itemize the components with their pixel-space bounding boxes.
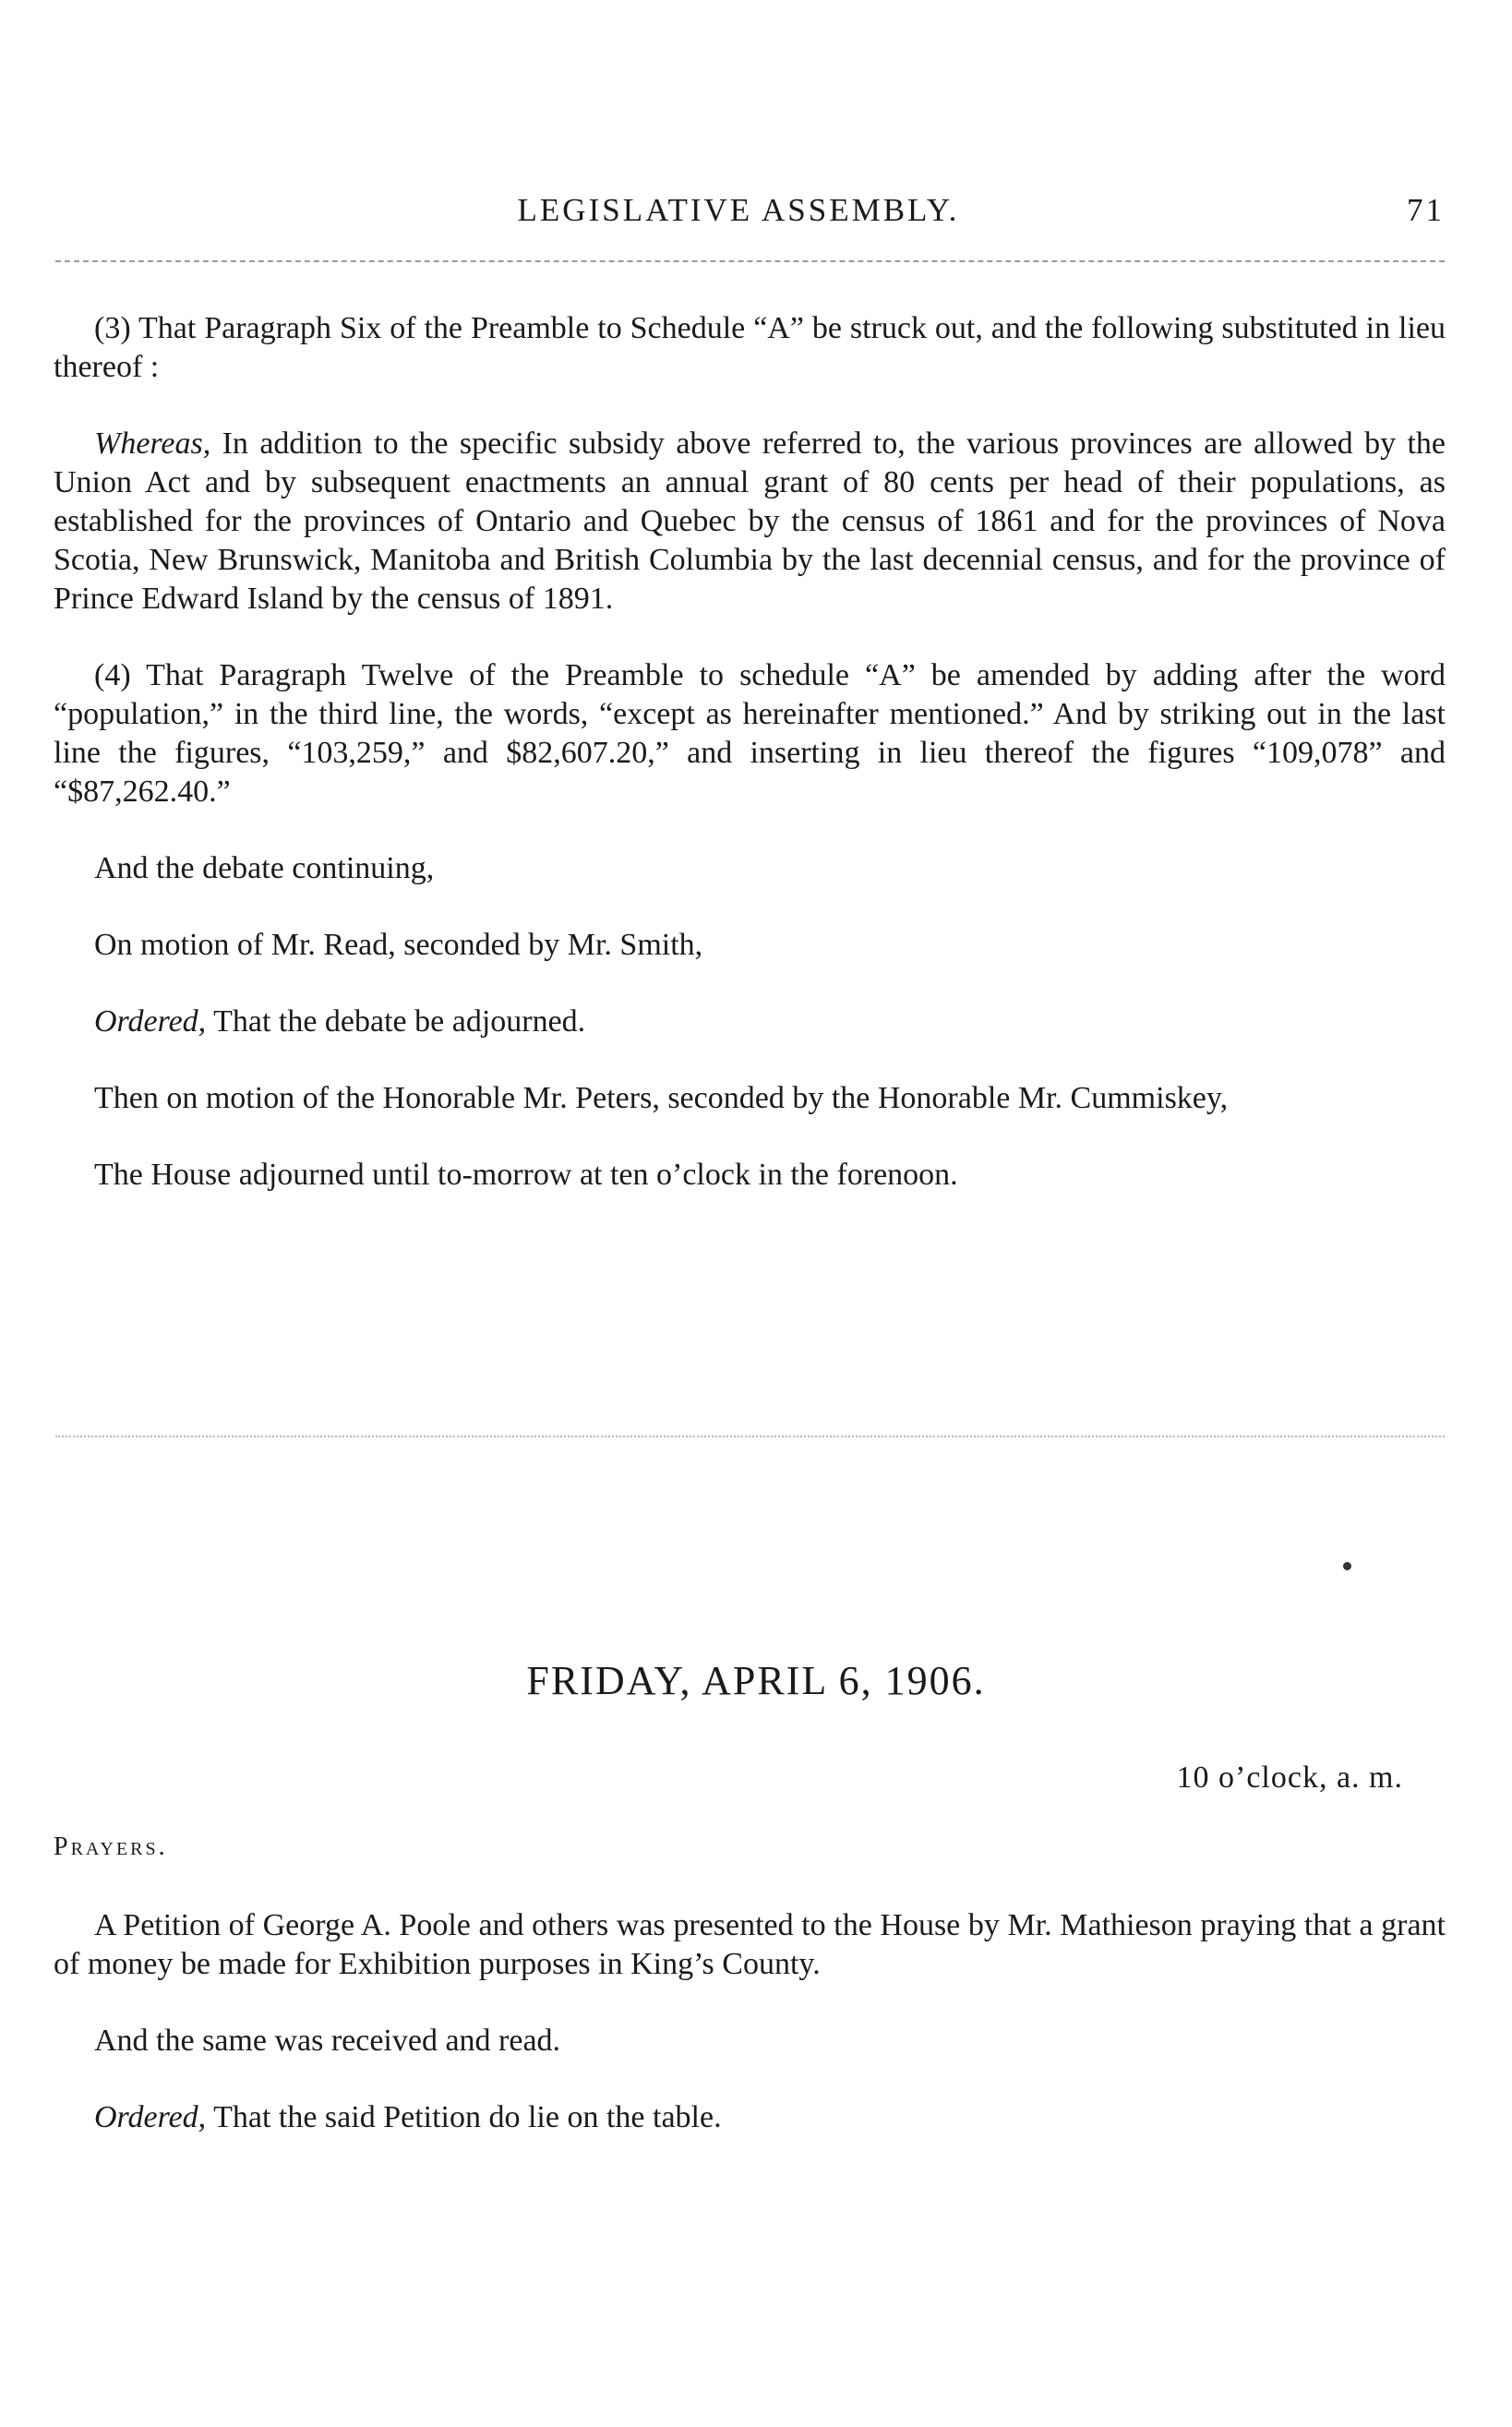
paragraph-4: [54, 656, 1446, 811]
paragraph-number: (3): [94, 311, 131, 345]
paragraph-number: (4): [94, 658, 131, 692]
ordered-adjourn-debate: [54, 1003, 1446, 1041]
ordered-text: That the said Petition do lie on the table.: [213, 2100, 722, 2134]
house-adjourned: The House adjourned until to-morrow at ten o’clock in the forenoon.: [94, 1158, 958, 1192]
paragraph-3: [54, 309, 1446, 387]
whereas-paragraph: [54, 425, 1446, 619]
sitting-time: 10 o’clock, a. m.: [1176, 1760, 1403, 1795]
ordered-label: Ordered,: [94, 1004, 207, 1039]
paragraph-text: That Paragraph Twelve of the Preamble to schedule “A” be amended by adding after the word “population,” in the third line, the words, “except as hereinafter mentioned.” And by striking out in the last line the figures, “103,259,” and $82,607.20,” and inserting in lieu thereof the figures “109,078” and “$87,262.40.”: [54, 658, 1446, 809]
debate-continuing: And the debate continuing,: [94, 851, 435, 885]
prayers-heading: Prayers.: [54, 1832, 168, 1861]
ordered-text: That the debate be adjourned.: [213, 1004, 586, 1039]
section-divider: [55, 1436, 1445, 1437]
paragraph-text: That Paragraph Six of the Preamble to Schedule “A” be struck out, and the following substituted in lieu thereof :: [54, 311, 1446, 384]
ink-speck: [1343, 1562, 1351, 1570]
header-rule: [55, 260, 1445, 262]
page-number: 71: [1407, 192, 1445, 228]
whereas-label: Whereas,: [94, 427, 211, 461]
ordered-petition: [54, 2098, 1446, 2137]
running-header: [55, 192, 1445, 238]
motion-read: On motion of Mr. Read, seconded by Mr. Smith,: [94, 928, 703, 962]
proceedings-section-2: [54, 1906, 1446, 2175]
whereas-text: In addition to the specific subsidy above referred to, the various provinces are allowed by the Union Act and by subsequent enactments an annual grant of 80 cents per head of their populations, as established for the provinces of Ontario and Quebec by the census of 1861 and for the provinces of Nova Scotia, New Brunswick, Manitoba and British Columbia by the last decennial census, and for the province of Prince Edward Island by the census of 1891.: [54, 427, 1446, 616]
running-title: LEGISLATIVE ASSEMBLY.: [517, 192, 960, 228]
received-paragraph: And the same was received and read.: [94, 2024, 561, 2058]
petition-paragraph: A Petition of George A. Poole and others was presented to the House by Mr. Mathieson praying that a grant of money be made for Exhibition purposes in King’s County.: [54, 1908, 1446, 1981]
date-heading: FRIDAY, APRIL 6, 1906.: [526, 1658, 986, 1703]
proceedings-section-1: [54, 309, 1446, 1232]
motion-peters: Then on motion of the Honorable Mr. Peters, seconded by the Honorable Mr. Cummiskey,: [94, 1081, 1229, 1115]
ordered-label: Ordered,: [94, 2100, 207, 2134]
